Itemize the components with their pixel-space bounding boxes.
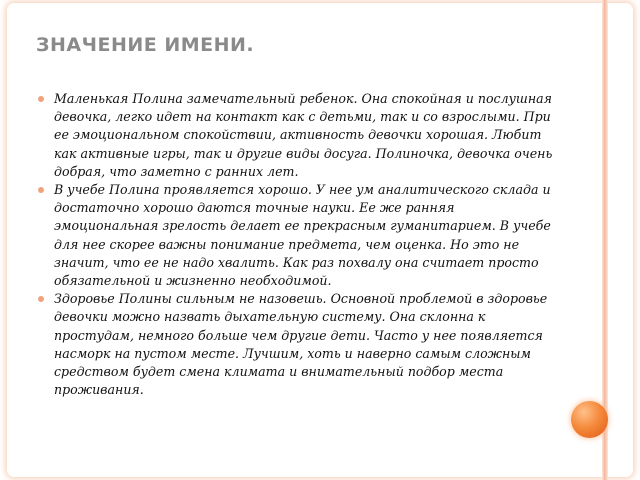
bullet-item	[36, 181, 556, 290]
bullet-item	[36, 290, 556, 399]
bullet-list	[36, 90, 556, 399]
bullet-text: Здоровье Полины сильным не назовешь. Основной проблемой в здоровье девочки можно назвать дыхательную систему. Она склонна к простудам, немного больше чем другие дети. Часто у нее появляется насморк на пустом месте. Лучшим, хоть и наверно самым сложным средством будет смена климата и внимательный подбор места проживания.	[54, 291, 548, 398]
bullet-text: В учебе Полина проявляется хорошо. У нее ум аналитического склада и достаточно хорошо даются точные науки. Ее же ранняя эмоциональная зрелость делает ее прекрасным гуманитарием. В учебе для нее скорее важны понимание предмета, чем оценка. Но это не значит, что ее не надо хвалить. Как раз похвалу она считает просто обязательной и жизненно необходимой.	[54, 182, 551, 289]
bullet-text: Маленькая Полина замечательный ребенок. Она спокойная и послушная девочка, легко идет на контакт как с детьми, так и со взрослыми. При ее эмоциональном спокойствии, активность девочки хорошая. Любит как активные игры, так и другие виды досуга. Полиночка, девочка очень добрая, что заметно с ранних лет.	[54, 91, 553, 179]
bullet-dot-icon	[38, 296, 44, 302]
orange-orb-decoration	[571, 401, 608, 438]
slide-title: ЗНАЧЕНИЕ ИМЕНИ.	[36, 34, 255, 56]
bullet-item	[36, 90, 556, 181]
bullet-dot-icon	[38, 96, 44, 102]
bullet-dot-icon	[38, 187, 44, 193]
